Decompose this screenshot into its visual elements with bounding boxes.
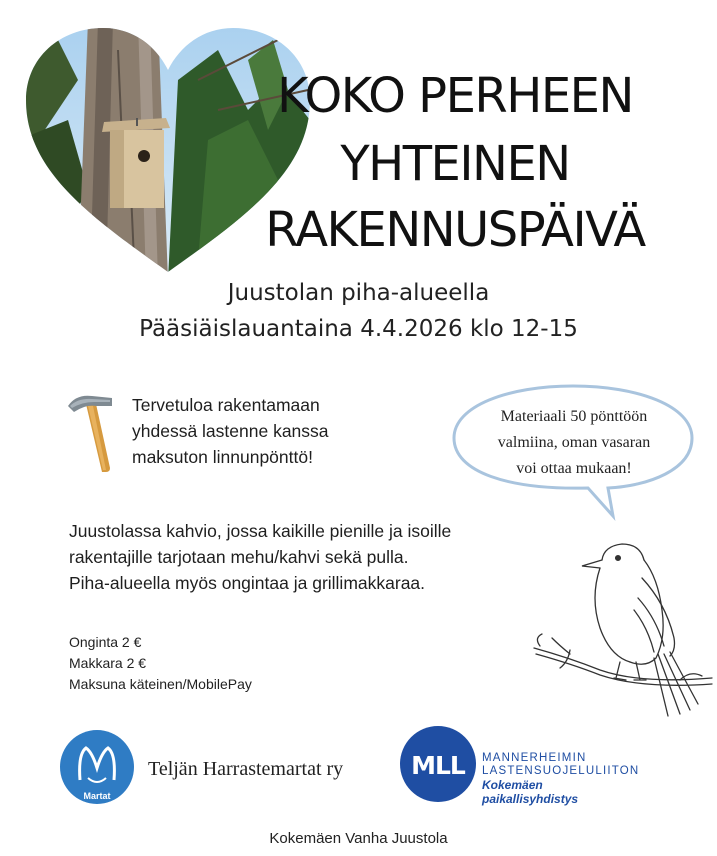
mll-line-4: paikallisyhdistys <box>482 792 579 806</box>
cafe-text <box>69 518 451 596</box>
cafe-line-1: Juustolassa kahvio, jossa kaikille pienille ja isoille <box>69 521 452 541</box>
intro-text <box>132 392 329 470</box>
price-line-2: Makkara 2 € <box>69 655 147 671</box>
title-line-1: KOKO PERHEEN <box>277 68 633 124</box>
mll-line-1: MANNERHEIMIN <box>482 752 587 764</box>
title-line-3: RAKENNUSPÄIVÄ <box>265 202 645 258</box>
bubble-line-2: valmiina, oman vasaran <box>497 434 651 451</box>
bubble-line-3: voi ottaa mukaan! <box>516 460 632 477</box>
event-datetime: Pääsiäislauantaina 4.4.2026 klo 12-15 <box>139 316 578 342</box>
bubble-line-1: Materiaali 50 pönttöön <box>500 408 648 425</box>
intro-line-3: maksuton linnunpönttö! <box>132 447 313 467</box>
mll-line-2: LASTENSUOJELULIITON <box>482 765 640 777</box>
mll-logo-text: MLL <box>411 751 465 780</box>
intro-line-2: yhdessä lastenne kanssa <box>132 421 329 441</box>
intro-line-1: Tervetuloa rakentamaan <box>132 395 320 415</box>
price-line-1: Onginta 2 € <box>69 634 142 650</box>
price-list <box>69 632 252 695</box>
martat-logo <box>58 728 136 806</box>
martat-name: Teljän Harrastemartat ry <box>148 758 344 780</box>
footer-venue: Kokemäen Vanha Juustola <box>269 830 448 847</box>
martat-logo-text: Martat <box>83 791 111 801</box>
title-line-2: YHTEINEN <box>340 136 570 192</box>
hammer-icon <box>66 392 116 474</box>
mll-logo <box>398 724 478 804</box>
cafe-line-3: Piha-alueella myös ongintaa ja grillimakkaraa. <box>69 573 426 593</box>
mll-text <box>482 752 639 806</box>
price-line-3: Maksuna käteinen/MobilePay <box>69 676 252 692</box>
bubble-text <box>464 404 684 482</box>
bird-illustration <box>530 538 715 718</box>
mll-line-3: Kokemäen <box>482 778 543 792</box>
event-location: Juustolan piha-alueella <box>227 280 490 306</box>
cafe-line-2: rakentajille tarjotaan mehu/kahvi sekä pulla. <box>69 547 409 567</box>
